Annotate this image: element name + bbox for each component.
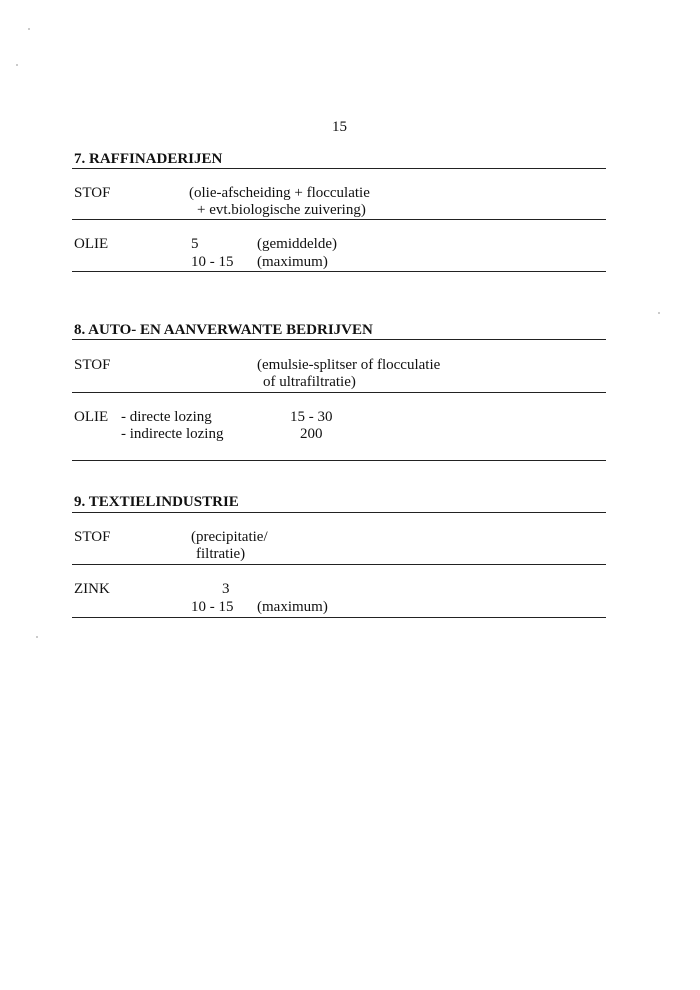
section-7-end-rule: [72, 271, 606, 272]
section-7-stof-desc-2: + evt.biologische zuivering): [197, 202, 366, 218]
section-8-end-rule: [72, 460, 606, 461]
page-number: 15: [332, 119, 347, 135]
section-8-olie-label: OLIE: [74, 409, 109, 425]
section-7-olie-note-2: (maximum): [257, 254, 328, 270]
section-7-stof-rule: [72, 219, 606, 220]
section-9-stof-desc-1: (precipitatie/: [191, 529, 268, 545]
section-7-heading: 7. RAFFINADERIJEN: [74, 151, 223, 167]
scan-speck: [658, 312, 660, 314]
section-8-stof-desc-2: of ultrafiltratie): [263, 374, 356, 390]
scan-speck: [16, 64, 18, 66]
section-9-end-rule: [72, 617, 606, 618]
section-7-stof-desc-1: (olie-afscheiding + flocculatie: [189, 185, 370, 201]
section-7-olie-note-1: (gemiddelde): [257, 236, 337, 252]
section-8-heading-rule: [72, 339, 606, 340]
section-9-stof-rule: [72, 564, 606, 565]
section-8-stof-desc-1: (emulsie-splitser of flocculatie: [257, 357, 441, 373]
section-9-heading: 9. TEXTIELINDUSTRIE: [74, 494, 239, 510]
section-7-olie-label: OLIE: [74, 236, 109, 252]
section-8-stof-rule: [72, 392, 606, 393]
section-9-stof-label: STOF: [74, 529, 111, 545]
section-9-stof-desc-2: filtratie): [196, 546, 246, 562]
section-8-sublabel-2: - indirecte lozing: [121, 426, 224, 442]
scan-speck: [36, 636, 38, 638]
section-8-sublabel-1: - directe lozing: [121, 409, 212, 425]
section-8-value-1: 15 - 30: [290, 409, 333, 425]
section-9-zink-value-1: 3: [222, 581, 230, 597]
section-7-olie-value-2: 10 - 15: [191, 254, 234, 270]
section-8-heading: 8. AUTO- EN AANVERWANTE BEDRIJVEN: [74, 322, 373, 338]
section-7-stof-label: STOF: [74, 185, 111, 201]
section-9-zink-label: ZINK: [74, 581, 110, 597]
section-8-value-2: 200: [300, 426, 323, 442]
section-7-heading-rule: [72, 168, 606, 169]
section-9-heading-rule: [72, 512, 606, 513]
section-7-olie-value-1: 5: [191, 236, 199, 252]
section-9-zink-value-2: 10 - 15: [191, 599, 234, 615]
scan-speck: [28, 28, 30, 30]
section-9-zink-note-2: (maximum): [257, 599, 328, 615]
section-8-stof-label: STOF: [74, 357, 111, 373]
